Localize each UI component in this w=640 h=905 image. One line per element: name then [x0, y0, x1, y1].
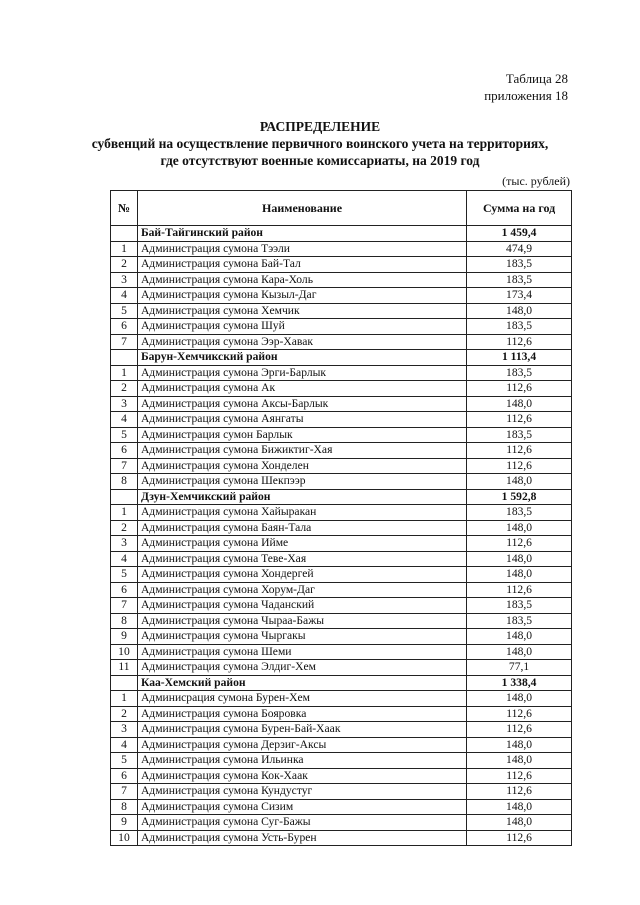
row-name: Администрация сумона Кызыл-Даг [137, 288, 466, 304]
row-number: 2 [111, 520, 138, 536]
row-sum: 112,6 [467, 784, 572, 800]
table-row [111, 644, 572, 660]
table-row [111, 381, 572, 397]
row-number: 6 [111, 443, 138, 459]
row-name: Администрация сумона Бурен-Бай-Хаак [137, 722, 466, 738]
row-sum: 148,0 [467, 396, 572, 412]
title-line-2: где отсутствуют военные комиссариаты, на 2019 год [160, 153, 480, 168]
distribution-table [110, 190, 572, 846]
row-name: Администрация сумона Ийме [137, 536, 466, 552]
table-row [111, 474, 572, 490]
table-row [111, 257, 572, 273]
row-name: Администрация сумона Хонделен [137, 458, 466, 474]
table-row [111, 753, 572, 769]
row-name: Администрация сумона Кундустуг [137, 784, 466, 800]
row-number: 4 [111, 288, 138, 304]
row-sum: 112,6 [467, 722, 572, 738]
row-sum: 1 592,8 [467, 489, 572, 505]
table-row [111, 613, 572, 629]
table-row [111, 288, 572, 304]
row-sum: 112,6 [467, 443, 572, 459]
row-sum: 148,0 [467, 474, 572, 490]
row-sum: 1 459,4 [467, 226, 572, 242]
table-row [111, 303, 572, 319]
table-row [111, 458, 572, 474]
row-sum: 112,6 [467, 381, 572, 397]
row-name: Администрация сумона Тээли [137, 241, 466, 257]
row-number [111, 226, 138, 242]
row-sum: 112,6 [467, 458, 572, 474]
row-name: Барун-Хемчикский район [137, 350, 466, 366]
table-row [111, 334, 572, 350]
table-reference [484, 70, 568, 104]
row-number: 3 [111, 722, 138, 738]
row-name: Администрация сумона Сизим [137, 799, 466, 815]
row-number: 7 [111, 458, 138, 474]
row-number: 9 [111, 815, 138, 831]
header-sum: Сумма на год [467, 191, 572, 226]
row-number: 2 [111, 706, 138, 722]
row-name: Администрация сумона Хемчик [137, 303, 466, 319]
row-number: 8 [111, 613, 138, 629]
row-name: Администрация сумона Элдиг-Хем [137, 660, 466, 676]
table-row [111, 427, 572, 443]
table-number: Таблица 28 [505, 71, 568, 86]
header-number: № [111, 191, 138, 226]
table-row [111, 241, 572, 257]
table-row [111, 598, 572, 614]
row-sum: 183,5 [467, 319, 572, 335]
row-sum: 77,1 [467, 660, 572, 676]
header-name: Наименование [137, 191, 466, 226]
table-row [111, 365, 572, 381]
district-row [111, 226, 572, 242]
units-label: (тыс. рублей) [502, 174, 570, 188]
row-name: Администрация сумона Кара-Холь [137, 272, 466, 288]
row-number: 8 [111, 474, 138, 490]
row-name: Администрация сумона Хайыракан [137, 505, 466, 521]
row-name: Администрация сумона Хорум-Даг [137, 582, 466, 598]
table-row [111, 412, 572, 428]
row-sum: 148,0 [467, 737, 572, 753]
row-name: Администрация сумона Чаданский [137, 598, 466, 614]
table-row [111, 505, 572, 521]
row-number: 3 [111, 272, 138, 288]
row-sum: 183,5 [467, 257, 572, 273]
row-number [111, 489, 138, 505]
table-header-row [111, 191, 572, 226]
row-name: Администрация сумона Усть-Бурен [137, 830, 466, 846]
row-sum: 148,0 [467, 815, 572, 831]
row-name: Администрация сумона Суг-Бажы [137, 815, 466, 831]
table-row [111, 536, 572, 552]
table-row [111, 799, 572, 815]
row-sum: 148,0 [467, 753, 572, 769]
row-number: 11 [111, 660, 138, 676]
row-sum: 148,0 [467, 303, 572, 319]
row-name: Администрация сумона Шеми [137, 644, 466, 660]
row-number: 1 [111, 365, 138, 381]
row-sum: 112,6 [467, 412, 572, 428]
table-row [111, 319, 572, 335]
table-row [111, 520, 572, 536]
row-name: Администрация сумона Аксы-Барлык [137, 396, 466, 412]
row-name: Администрация сумона Дерзиг-Аксы [137, 737, 466, 753]
row-number: 5 [111, 303, 138, 319]
row-sum: 173,4 [467, 288, 572, 304]
row-number: 1 [111, 691, 138, 707]
table-row [111, 722, 572, 738]
row-name: Администрация сумона Аянгаты [137, 412, 466, 428]
row-sum: 474,9 [467, 241, 572, 257]
row-number: 4 [111, 551, 138, 567]
row-sum: 183,5 [467, 505, 572, 521]
table-row [111, 830, 572, 846]
appendix-number: приложения 18 [484, 88, 568, 103]
table-row [111, 567, 572, 583]
table-body [111, 226, 572, 846]
row-sum: 112,6 [467, 334, 572, 350]
table-row [111, 784, 572, 800]
table-row [111, 551, 572, 567]
table-row [111, 691, 572, 707]
row-name: Администрация сумона Ээр-Хавак [137, 334, 466, 350]
table-row [111, 272, 572, 288]
table-row [111, 660, 572, 676]
row-sum: 148,0 [467, 551, 572, 567]
district-row [111, 350, 572, 366]
title-line-1: субвенций на осуществление первичного воинского учета на территориях, [91, 136, 549, 151]
table-row [111, 768, 572, 784]
table-row [111, 815, 572, 831]
row-sum: 148,0 [467, 691, 572, 707]
row-number: 7 [111, 334, 138, 350]
row-number: 2 [111, 381, 138, 397]
row-name: Администрация сумона Бижиктиг-Хая [137, 443, 466, 459]
row-name: Администрация сумона Баян-Тала [137, 520, 466, 536]
row-number: 1 [111, 241, 138, 257]
row-sum: 183,5 [467, 365, 572, 381]
row-sum: 148,0 [467, 799, 572, 815]
district-row [111, 489, 572, 505]
table-row [111, 737, 572, 753]
row-name: Администрация сумона Бояровка [137, 706, 466, 722]
row-sum: 183,5 [467, 598, 572, 614]
row-sum: 112,6 [467, 830, 572, 846]
row-sum: 148,0 [467, 520, 572, 536]
row-number: 7 [111, 784, 138, 800]
title-main: РАСПРЕДЕЛЕНИЕ [259, 119, 381, 134]
row-number: 5 [111, 567, 138, 583]
row-name: Администрация сумона Кок-Хаак [137, 768, 466, 784]
row-sum: 148,0 [467, 567, 572, 583]
row-number: 10 [111, 644, 138, 660]
row-sum: 183,5 [467, 427, 572, 443]
row-number: 6 [111, 319, 138, 335]
row-sum: 112,6 [467, 582, 572, 598]
table-row [111, 629, 572, 645]
row-number [111, 350, 138, 366]
row-name: Администрация сумон Барлык [137, 427, 466, 443]
row-name: Администрация сумона Хондергей [137, 567, 466, 583]
table-row [111, 396, 572, 412]
row-sum: 112,6 [467, 768, 572, 784]
row-name: Администрация сумона Ильинка [137, 753, 466, 769]
row-number: 7 [111, 598, 138, 614]
row-name: Администрация сумона Шекпээр [137, 474, 466, 490]
row-number: 6 [111, 768, 138, 784]
row-number: 10 [111, 830, 138, 846]
row-sum: 148,0 [467, 644, 572, 660]
row-number: 2 [111, 257, 138, 273]
row-name: Админисрация сумона Бурен-Хем [137, 691, 466, 707]
document-title [0, 118, 640, 169]
row-number: 4 [111, 412, 138, 428]
row-sum: 112,6 [467, 706, 572, 722]
row-name: Администрация сумона Ак [137, 381, 466, 397]
row-number: 3 [111, 396, 138, 412]
row-number [111, 675, 138, 691]
row-number: 4 [111, 737, 138, 753]
table-row [111, 582, 572, 598]
row-name: Администрация сумона Чыраа-Бажы [137, 613, 466, 629]
row-number: 1 [111, 505, 138, 521]
row-name: Администрация сумона Эрги-Барлык [137, 365, 466, 381]
row-sum: 112,6 [467, 536, 572, 552]
row-number: 3 [111, 536, 138, 552]
row-name: Администрация сумона Теве-Хая [137, 551, 466, 567]
row-name: Бай-Тайгинский район [137, 226, 466, 242]
row-number: 9 [111, 629, 138, 645]
district-row [111, 675, 572, 691]
row-sum: 183,5 [467, 613, 572, 629]
row-sum: 148,0 [467, 629, 572, 645]
row-sum: 1 113,4 [467, 350, 572, 366]
row-name: Администрация сумона Чыргакы [137, 629, 466, 645]
row-number: 6 [111, 582, 138, 598]
row-sum: 1 338,4 [467, 675, 572, 691]
table-row [111, 706, 572, 722]
row-number: 5 [111, 427, 138, 443]
row-number: 8 [111, 799, 138, 815]
row-name: Каа-Хемский район [137, 675, 466, 691]
row-name: Администрация сумона Бай-Тал [137, 257, 466, 273]
row-sum: 183,5 [467, 272, 572, 288]
row-number: 5 [111, 753, 138, 769]
table-row [111, 443, 572, 459]
row-name: Администрация сумона Шуй [137, 319, 466, 335]
row-name: Дзун-Хемчикский район [137, 489, 466, 505]
